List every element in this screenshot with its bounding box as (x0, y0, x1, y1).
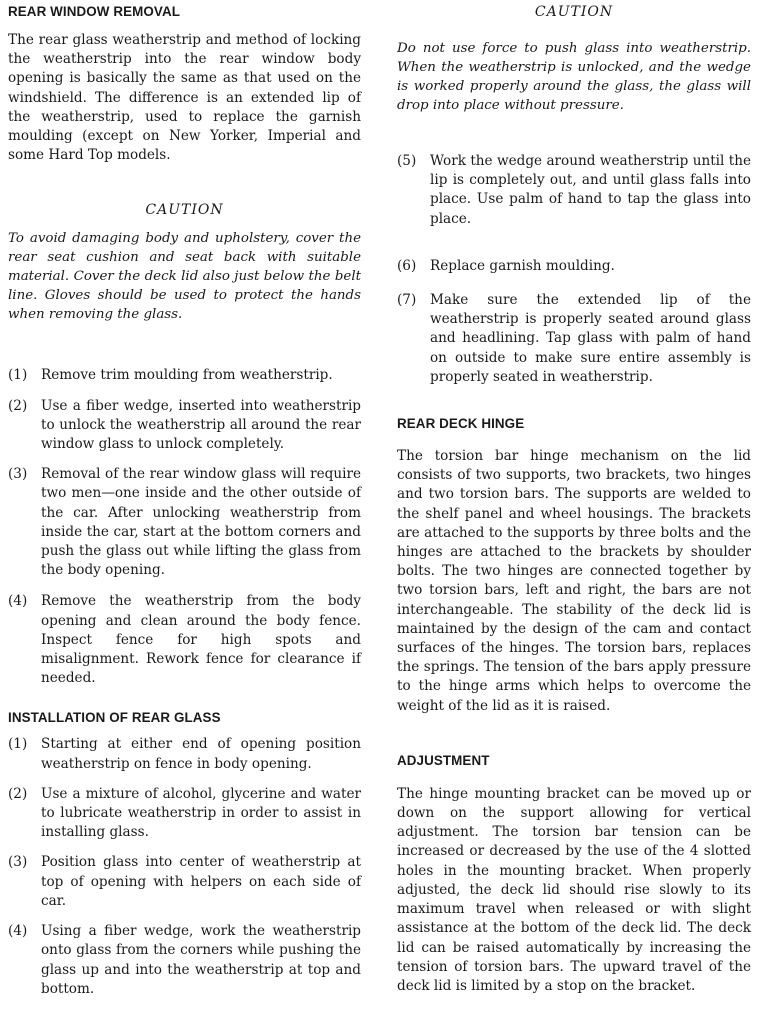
step-number: (2) (8, 785, 28, 802)
rear-deck-hinge-text: The torsion bar hinge mechanism on the lid consists of two supports, two brackets, two hinges and two torsion bars. The supports are welded to the shelf panel and wheel housings. The brackets are attached to the supports by three bolts and the hinges are attached to the brackets by shoulder bolts. The two hinges are connected together by two torsion bars, left and right, the bars are not interchangeable. The stability of the deck lid is maintained by the design of the cam and contact surfaces of the hinges. The torsion bars, replaces the springs. The tension of the bars apply pressure to the hinge arms which helps to overcome the weight of the lid as it is raised. (397, 448, 751, 714)
step-number: (2) (8, 397, 28, 414)
step-text: Use a mixture of alcohol, glycerine and water to lubricate weatherstrip in order to assist in installing glass. (41, 785, 361, 841)
installation-step-6 (397, 257, 751, 276)
step-text: Removal of the rear window glass will require two men—one inside and the other outside of the car. After unlocking weatherstrip from inside the car, start at the bottom corners and push the glass out while lifting the glass from the body opening. (41, 466, 361, 579)
removal-step-1 (8, 366, 361, 385)
step-number: (1) (8, 367, 28, 384)
step-text: Using a fiber wedge, work the weatherstrip onto glass from the corners while pushing the glass up and into the weatherstrip at top and bottom. (41, 923, 361, 997)
installation-step-2 (8, 785, 361, 843)
rear-deck-hinge-heading: REAR DECK HINGE (397, 416, 525, 432)
caution-title-left: CAUTION (145, 202, 224, 219)
removal-step-4 (8, 592, 361, 688)
step-text: Use a fiber wedge, inserted into weatherstrip to unlock the weatherstrip all around the rear window glass to unlock completely. (41, 397, 361, 453)
caution-title-right: CAUTION (534, 4, 614, 20)
step-text: Remove the weatherstrip from the body opening and clean around the body fence. Inspect fence for high spots and misalignment. Rework fence for clearance if needed. (41, 593, 361, 687)
installation-step-4 (8, 922, 361, 999)
installation-step-7 (397, 291, 751, 387)
right-column (397, 0, 751, 996)
step-number: (7) (397, 292, 417, 309)
step-number: (4) (8, 923, 28, 940)
installation-heading: INSTALLATION OF REAR GLASS (8, 710, 221, 726)
rear-window-removal-heading: REAR WINDOW REMOVAL (8, 4, 180, 19)
step-number: (3) (8, 466, 28, 483)
step-number: (1) (8, 736, 28, 753)
installation-step-1 (8, 735, 361, 773)
step-number: (4) (8, 593, 28, 610)
step-number: (5) (397, 153, 417, 169)
caution-text-right: Do not use force to push glass into weatherstrip. When the weatherstrip is unlocked, and the wedge is worked properly around the glass, the glass will drop into place without pressure. (397, 41, 751, 113)
step-text: Position glass into center of weatherstrip at top of opening with helpers on each side of car. (41, 854, 361, 909)
left-column (8, 0, 361, 999)
step-number: (3) (8, 854, 28, 871)
removal-step-2 (8, 397, 361, 455)
step-text: Make sure the extended lip of the weatherstrip is properly seated around glass and headlining. Tap glass with palm of hand on outside to make sure entire assembly is properly seated in weatherstrip. (430, 292, 751, 385)
removal-step-3 (8, 465, 361, 580)
step-text: Work the wedge around weatherstrip until the lip is completely out, and until glass falls into place. Use palm of hand to tap the glass into place. (430, 153, 751, 227)
installation-step-5 (397, 152, 751, 229)
step-text: Replace garnish moulding. (430, 257, 615, 274)
rear-window-removal-intro: The rear glass weatherstrip and method of locking the weatherstrip into the rear window body opening is basically the same as that used on the windshield. The difference is an extended lip of the weatherstrip, used to replace the garnish moulding (except on New Yorker, Imperial and some Hard Top models. (8, 32, 361, 164)
caution-text-left: To avoid damaging body and upholstery, cover the rear seat cushion and seat back with suitable material. Cover the deck lid also just below the belt line. Gloves should be used to protect the hands when removing the glass. (8, 231, 361, 323)
step-number: (6) (397, 257, 417, 274)
adjustment-heading: ADJUSTMENT (397, 752, 490, 768)
step-text: Starting at either end of opening position weatherstrip on fence in body opening. (41, 736, 361, 772)
adjustment-text: The hinge mounting bracket can be moved up or down on the support allowing for vertical adjustment. The torsion bar tension can be increased or decreased by the use of the 4 slotted holes in the mounting bracket. When properly adjusted, the deck lid should rise slowly to its maximum travel when released or with slight assistance at the bottom of the deck lid. The deck lid can be raised automatically by increasing the tension of torsion bars. The upward travel of the deck lid is limited by a stop on the bracket. (397, 785, 751, 994)
installation-step-3 (8, 853, 361, 911)
step-text: Remove trim moulding from weatherstrip. (41, 367, 333, 384)
